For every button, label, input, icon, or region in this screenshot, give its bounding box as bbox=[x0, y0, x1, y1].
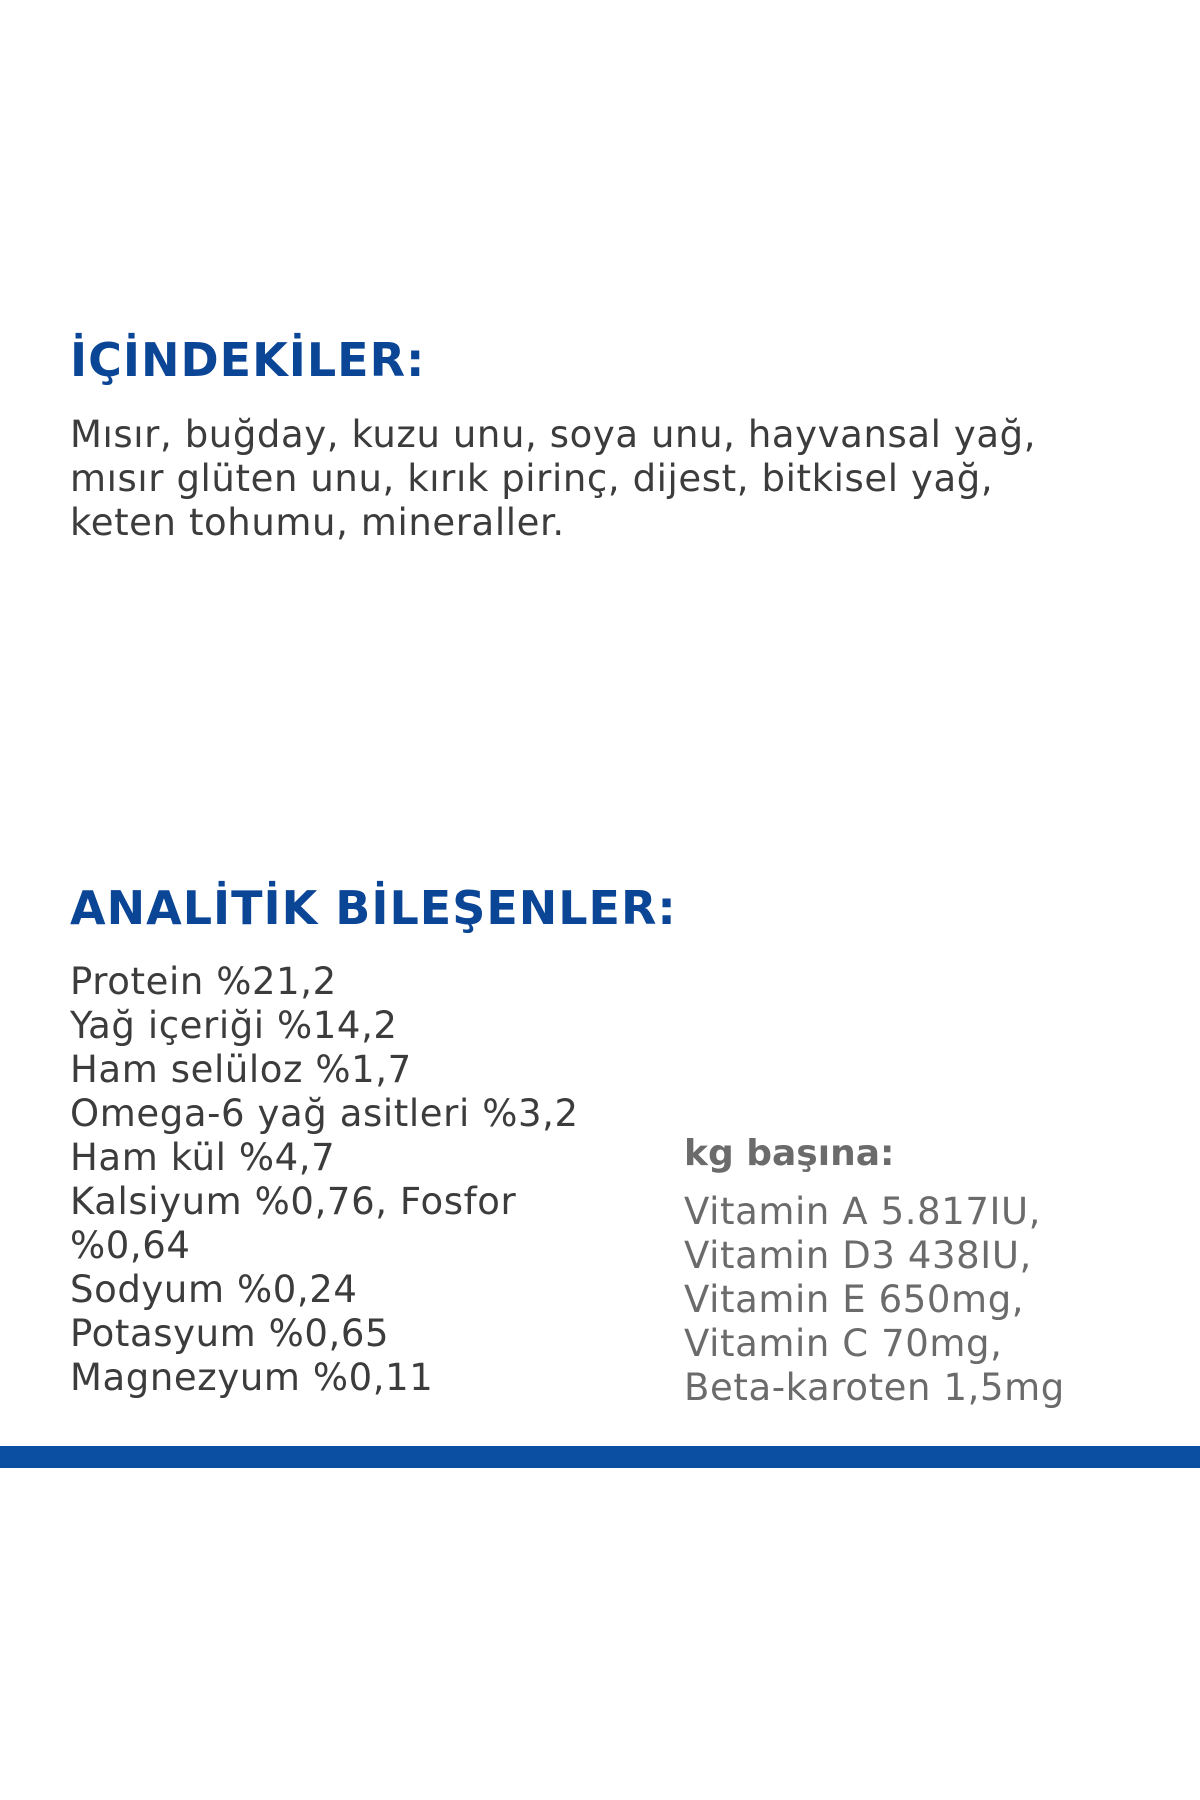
vitamin-item: Vitamin A 5.817IU, bbox=[684, 1190, 1042, 1233]
ingredients-line: keten tohumu, mineraller. bbox=[70, 501, 565, 544]
vitamin-list bbox=[684, 1190, 1065, 1410]
analytics-item: Protein %21,2 bbox=[70, 960, 337, 1003]
analytics-item: Omega-6 yağ asitleri %3,2 bbox=[70, 1092, 579, 1135]
analytics-heading: ANALİTİK BİLEŞENLER: bbox=[70, 881, 677, 935]
per-kg-section bbox=[684, 1130, 1065, 1410]
ingredients-heading: İÇİNDEKİLER: bbox=[70, 333, 426, 387]
analytics-item: Kalsiyum %0,76, Fosfor bbox=[70, 1180, 517, 1223]
analytics-item: Sodyum %0,24 bbox=[70, 1268, 358, 1311]
vitamin-item: Vitamin E 650mg, bbox=[684, 1278, 1025, 1321]
analytics-item: Ham selüloz %1,7 bbox=[70, 1048, 412, 1091]
analytics-list bbox=[70, 960, 579, 1400]
per-kg-heading: kg başına: bbox=[684, 1133, 895, 1174]
analytics-item: Magnezyum %0,11 bbox=[70, 1356, 434, 1399]
footer-divider-bar bbox=[0, 1446, 1200, 1468]
analytics-item: Potasyum %0,65 bbox=[70, 1312, 390, 1355]
ingredients-text bbox=[70, 413, 1170, 545]
vitamin-item: Vitamin D3 438IU, bbox=[684, 1234, 1032, 1277]
analytics-item: %0,64 bbox=[70, 1224, 191, 1267]
vitamin-item: Vitamin C 70mg, bbox=[684, 1322, 1003, 1365]
vitamin-item: Beta-karoten 1,5mg bbox=[684, 1366, 1065, 1409]
ingredients-line: Mısır, buğday, kuzu unu, soya unu, hayvansal yağ, bbox=[70, 413, 1037, 456]
analytics-item: Ham kül %4,7 bbox=[70, 1136, 336, 1179]
ingredients-line: mısır glüten unu, kırık pirinç, dijest, bitkisel yağ, bbox=[70, 457, 994, 500]
analytics-item: Yağ içeriği %14,2 bbox=[70, 1004, 398, 1047]
